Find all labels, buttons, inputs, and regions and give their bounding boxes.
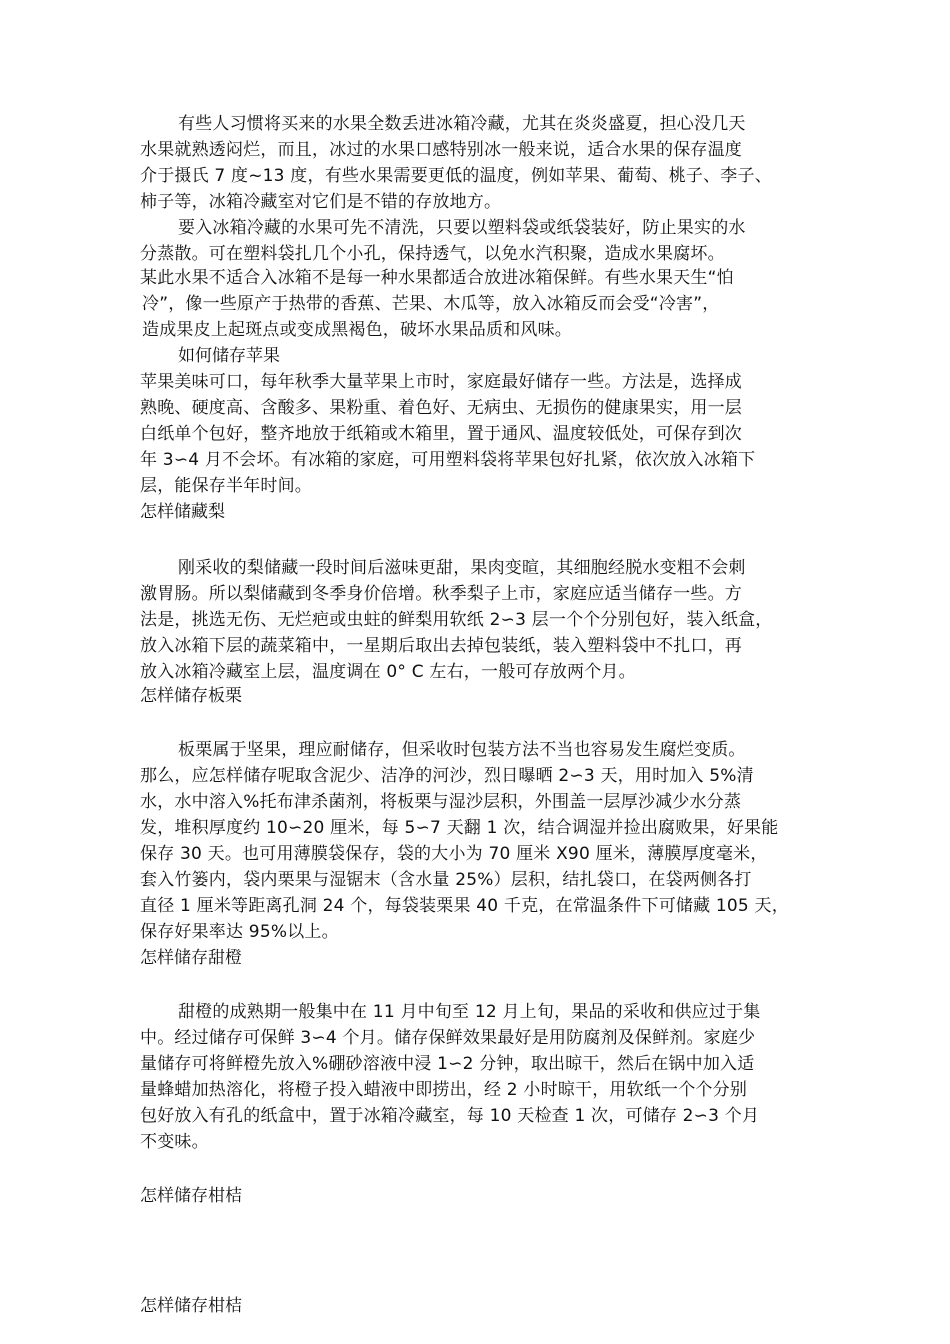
section-heading-mandarin: 怎样储存柑桔 [140, 1296, 242, 1316]
section-heading-pear: 怎样储藏梨 [140, 502, 225, 522]
paragraph-line: 激胃肠。所以梨储藏到冬季身价倍增。秋季梨子上市，家庭应适当储存一些。方 [140, 584, 742, 604]
paragraph-line: 保存 30 天。也可用薄膜袋保存，袋的大小为 70 厘米 X90 厘米，薄膜厚度毫米， [140, 844, 768, 864]
paragraph-line: 甜橙的成熟期一般集中在 11 月中旬至 12 月上旬，果品的采收和供应过于集 [178, 1002, 761, 1022]
paragraph-line: 白纸单个包好，整齐地放于纸箱或木箱里，置于通风、温度较低处，可保存到次 [140, 424, 742, 444]
paragraph-line: 造成果皮上起斑点或变成黑褐色，破坏水果品质和风味。 [142, 320, 572, 340]
section-heading-chestnut: 怎样储存板栗 [140, 686, 242, 706]
paragraph-line: 柿子等，冰箱冷藏室对它们是不错的存放地方。 [140, 192, 502, 212]
paragraph-line: 要入冰箱冷藏的水果可先不清洗，只要以塑料袋或纸袋装好，防止果实的水 [178, 218, 746, 238]
paragraph-line: 发，堆积厚度约 10∽20 厘米，每 5∽7 天翻 1 次，结合调湿并捡出腐败果，好果能 [140, 818, 779, 838]
paragraph-line: 刚采收的梨储藏一段时间后滋味更甜，果肉变暄，其细胞经脱水变粗不会刺 [178, 558, 746, 578]
paragraph-line: 那么，应怎样储存呢取含泥少、洁净的河沙，烈日曝晒 2∽3 天，用时加入 5%清 [140, 766, 754, 786]
paragraph-line: 放入冰箱下层的蔬菜箱中，一星期后取出去掉包装纸，装入塑料袋中不扎口，再 [140, 636, 742, 656]
paragraph-line: 介于摄氏 7 度~13 度，有些水果需要更低的温度，例如苹果、葡萄、桃子、李子、 [140, 166, 772, 186]
paragraph-line: 苹果美味可口，每年秋季大量苹果上市时，家庭最好储存一些。方法是，选择成 [140, 372, 742, 392]
paragraph-line: 中。经过储存可保鲜 3∽4 个月。储存保鲜效果最好是用防腐剂及保鲜剂。家庭少 [140, 1028, 756, 1048]
paragraph-line: 层，能保存半年时间。 [140, 476, 312, 496]
paragraph-line: 有些人习惯将买来的水果全数丢进冰箱冷藏，尤其在炎炎盛夏，担心没几天 [178, 114, 746, 134]
paragraph-line: 放入冰箱冷藏室上层，温度调在 0° C 左右，一般可存放两个月。 [140, 662, 636, 682]
paragraph-line: 某此水果不适合入冰箱不是每一种水果都适合放进冰箱保鲜。有些水果天生“怕 [140, 268, 734, 288]
paragraph-line: 水果就熟透闷烂，而且，冰过的水果口感特别冰一般来说，适合水果的保存温度 [140, 140, 742, 160]
paragraph-line: 直径 1 厘米等距离孔洞 24 个，每袋装栗果 40 千克，在常温条件下可储藏 105 天， [140, 896, 789, 916]
section-heading-orange: 怎样储存甜橙 [140, 948, 242, 968]
paragraph-line: 包好放入有孔的纸盒中，置于冰箱冷藏室，每 10 天检查 1 次，可储存 2∽3 个月 [140, 1106, 760, 1126]
paragraph-line: 量储存可将鲜橙先放入%硼砂溶液中浸 1∽2 分钟，取出晾干，然后在锅中加入适 [140, 1054, 755, 1074]
paragraph-line: 套入竹篓内，袋内栗果与湿锯末（含水量 25%）层积，结扎袋口，在袋两侧各打 [140, 870, 752, 890]
paragraph-line: 板栗属于坚果，理应耐储存，但采收时包装方法不当也容易发生腐烂变质。 [178, 740, 746, 760]
section-heading-apple: 如何储存苹果 [178, 346, 280, 366]
paragraph-line: 年 3∽4 月不会坏。有冰箱的家庭，可用塑料袋将苹果包好扎紧，依次放入冰箱下 [140, 450, 756, 470]
paragraph-line: 冷”，像一些原产于热带的香蕉、芒果、木瓜等，放入冰箱反而会受“冷害”， [142, 294, 720, 314]
paragraph-line: 法是，挑选无伤、无烂疤或虫蛀的鲜梨用软纸 2∽3 层一个个分别包好，装入纸盒， [140, 610, 773, 630]
paragraph-line: 分蒸散。可在塑料袋扎几个小孔，保持透气，以免水汽积聚，造成水果腐坏。 [140, 244, 725, 264]
paragraph-line: 保存好果率达 95%以上。 [140, 922, 339, 942]
paragraph-line: 量蜂蜡加热溶化，将橙子投入蜡液中即捞出，经 2 小时晾干，用软纸一个个分别 [140, 1080, 748, 1100]
paragraph-line: 熟晚、硬度高、含酸多、果粉重、着色好、无病虫、无损伤的健康果实，用一层 [140, 398, 742, 418]
section-heading-mandarin: 怎样储存柑桔 [140, 1186, 242, 1206]
paragraph-line: 水，水中溶入%托布津杀菌剂，将板栗与湿沙层积，外围盖一层厚沙减少水分蒸 [140, 792, 742, 812]
paragraph-line: 不变味。 [140, 1132, 209, 1152]
